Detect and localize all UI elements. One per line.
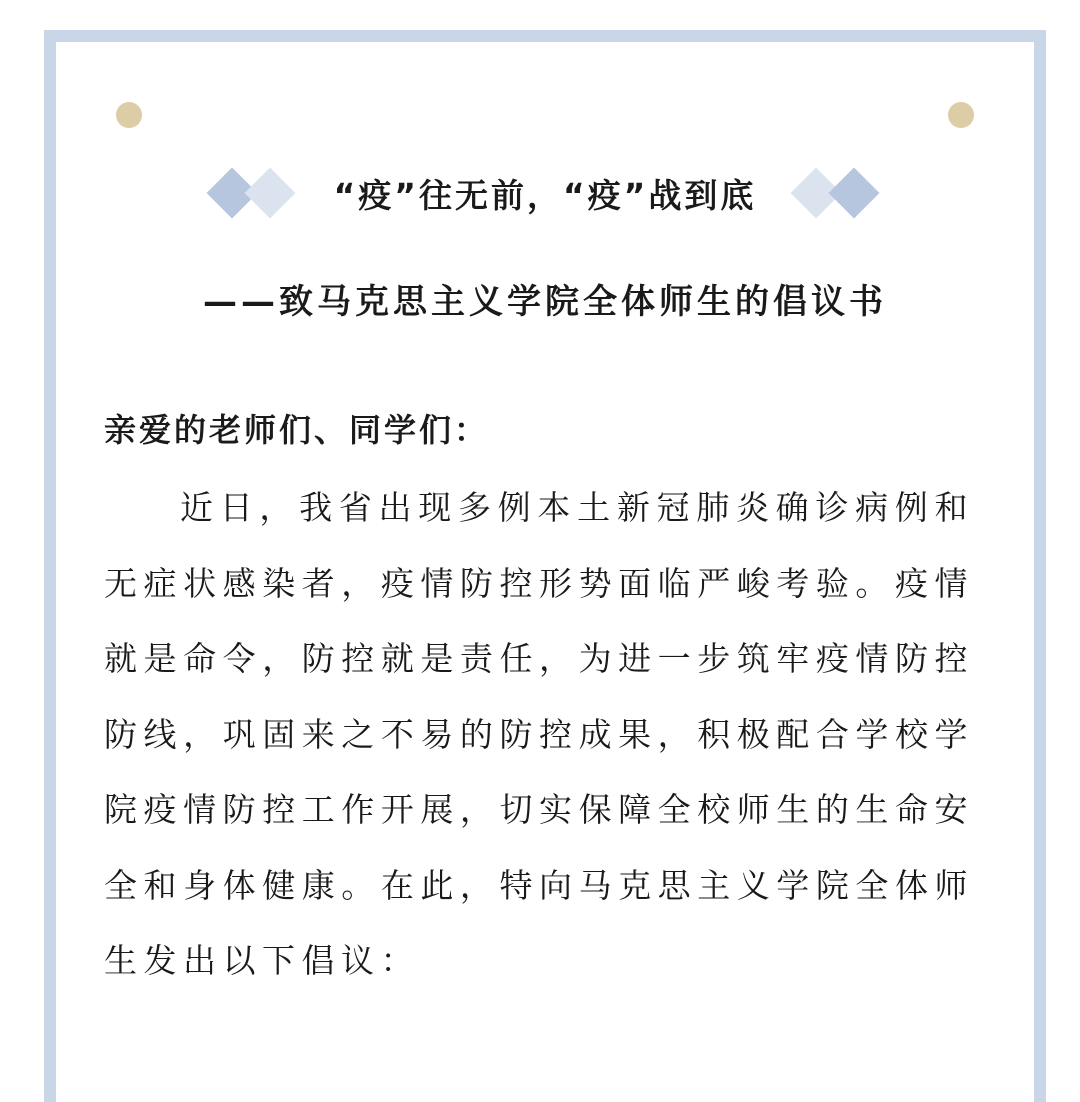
page-title: “疫”往无前，“疫”战到底 xyxy=(333,175,757,215)
decorative-dot-right xyxy=(948,102,974,128)
decorative-dot-left xyxy=(116,102,142,128)
letter-paragraph: 近日，我省出现多例本土新冠肺炎确诊病例和无症状感染者，疫情防控形势面临严峻考验。疫情就是命令，防控就是责任，为进一步筑牢疫情防控防线，巩固来之不易的防控成果，积极配合学校学院疫情防控工作开展，切实保障全校师生的生命安全和身体健康。在此，特向马克思主义学院全体师生发出以下倡议： xyxy=(104,488,974,980)
letter-greeting: 亲爱的老师们、同学们： xyxy=(104,411,490,449)
diamond-ornament-left-icon xyxy=(206,163,306,223)
title-row xyxy=(56,158,1034,228)
diamond-ornament-right-icon xyxy=(784,163,884,223)
page-subtitle: ——致马克思主义学院全体师生的倡议书 xyxy=(203,282,887,322)
